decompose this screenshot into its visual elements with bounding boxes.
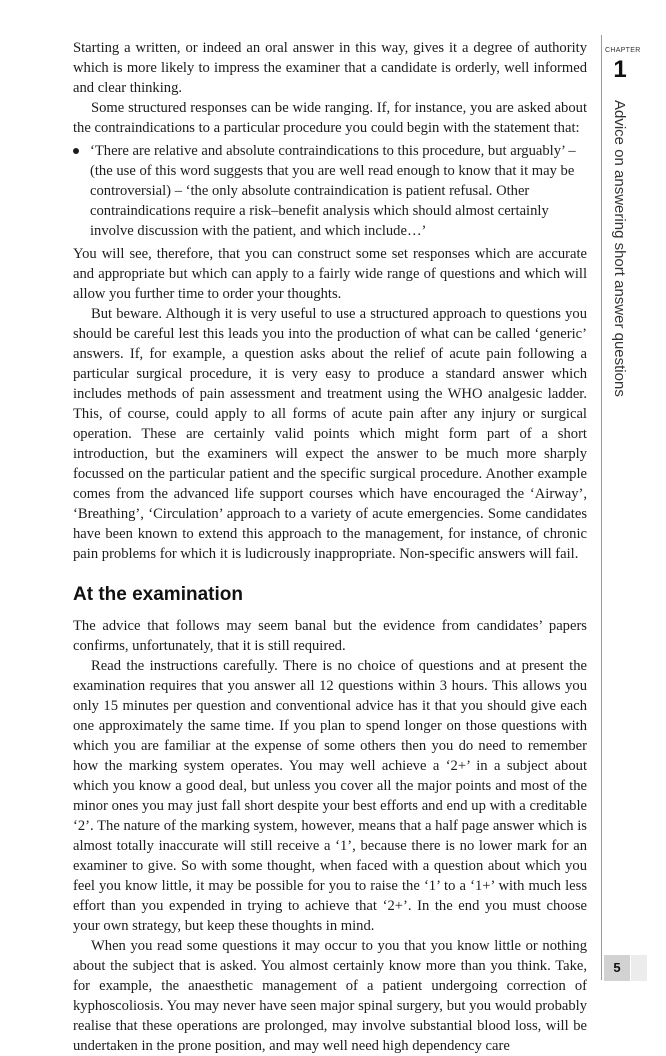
margin-divider <box>601 35 602 980</box>
chapter-label: CHAPTER <box>605 47 641 54</box>
paragraph: Some structured responses can be wide ranging. If, for instance, you are asked about the contraindications to a particular procedure you could begin with the statement that: <box>73 100 587 136</box>
bullet-icon <box>73 148 79 154</box>
bullet-text: ‘There are relative and absolute contraindications to this procedure, but arguably’ – (the use of this word suggests that you are well read enough to know that it may be controversial) – ‘the only absolute contraindication is patient refusal. Other contraindications require a risk–benefit analysis which should almost certainly involve discussion with the patient, and which include…’ <box>90 143 576 239</box>
running-title: Advice on answering short answer questions <box>611 100 628 397</box>
page-body <box>73 38 587 1056</box>
page-number: 5 <box>604 955 630 981</box>
paragraph: You will see, therefore, that you can construct some set responses which are accurate and appropriate but which can apply to a fairly wide range of questions and which will allow you further time to order your thoughts. <box>73 246 587 302</box>
paragraph: Starting a written, or indeed an oral answer in this way, gives it a degree of authority which is more likely to impress the examiner that a candidate is orderly, well informed and clear thinking. <box>73 40 587 96</box>
paragraph: Read the instructions carefully. There is no choice of questions and at present the examination requires that you answer all 12 questions within 3 hours. This allows you only 15 minutes per question and conventional advice has it that you should give each one approximately the same time. If you plan to spend longer on those questions with which you are familiar at the expense of some others then you do need to remember how the marking system operates. You may well achieve a ‘2+’ in a subject about which you know a good deal, but unless you cover all the major points and most of the minor ones you may just fall short despite your best efforts and end up with a creditable ‘2’. The nature of the marking system, however, means that a half page answer which is almost totally inaccurate will still receive a ‘1’, because there is no lower mark for an examiner to give. So with some thought, when faced with a question about which you feel you know little, it may be possible for you to raise the ‘1’ to a ‘1+’ with much less effort than you expended in trying to achieve that ‘2+’. In the end you must choose your own strategy, but keep these thoughts in mind. <box>73 658 587 934</box>
paragraph: The advice that follows may seem banal but the evidence from candidates’ papers confirms, unfortunately, that it is still required. <box>73 618 587 654</box>
page-number-tab <box>631 955 647 981</box>
bullet-list <box>73 141 587 241</box>
paragraph: When you read some questions it may occur to you that you know little or nothing about the subject that is asked. You almost certainly know more than you think. Take, for example, the anaesthetic management of a patient undergoing correction of kyphoscoliosis. You may never have seen major spinal surgery, but you would probably realise that these operations are prolonged, may involve substantial blood loss, will be undertaken in the prone position, and may well need high dependency care <box>73 938 587 1054</box>
paragraph: But beware. Although it is very useful to use a structured approach to questions you should be careful lest this leads you into the production of what can be called ‘generic’ answers. If, for example, a question asks about the relief of acute pain following a particular surgical procedure, it is very easy to produce a standard answer which includes methods of pain assessment and treatment using the WHO analgesic ladder. This, of course, could apply to all forms of acute pain after any injury or surgical operation. These are certainly valid points which might form part of a short introduction, but the examiners will expect the answer to be much more sharply focussed on the particular patient and the specific surgical procedure. Another example comes from the advanced life support courses which have encouraged the ‘Airway’, ‘Breathing’, ‘Circulation’ approach to a variety of acute emergencies. Some candidates have been known to extend this approach to the management, for instance, of chronic pain problems for which it is ludicrously inappropriate. Non-specific answers will fail. <box>73 306 587 562</box>
list-item <box>73 141 587 241</box>
section-heading: At the examination <box>73 584 243 605</box>
chapter-number: 1 <box>613 56 627 83</box>
